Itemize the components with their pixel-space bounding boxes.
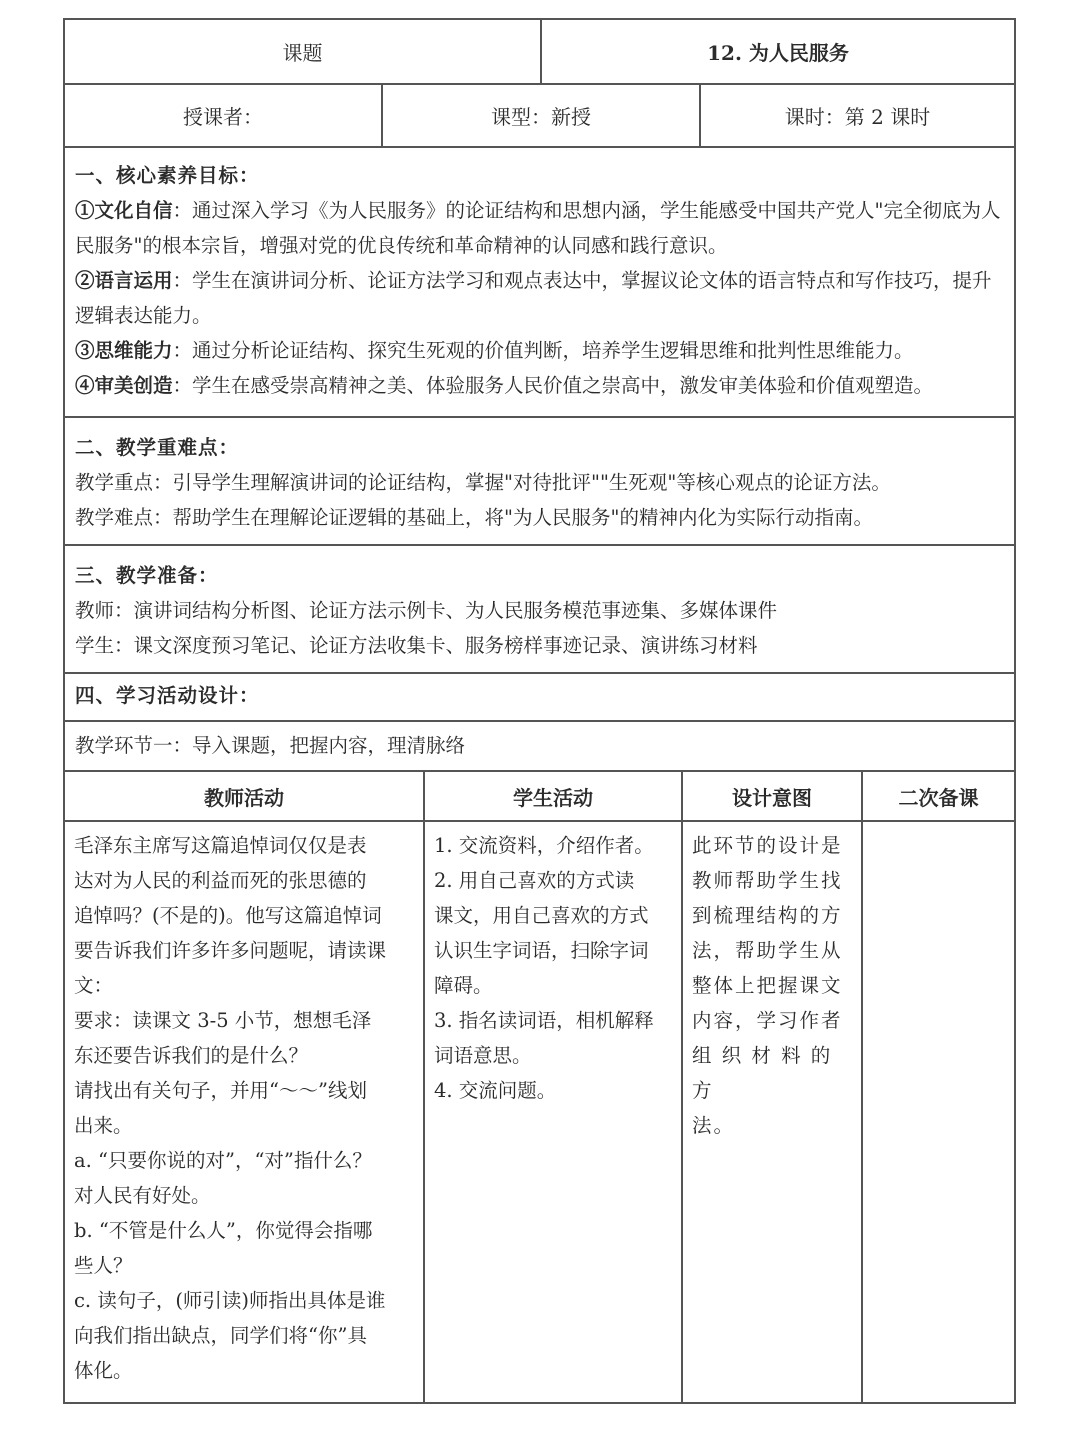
student-activity-line: 认识生字词语，扫除字词 — [434, 939, 649, 962]
student-preparation: 学生：课文深度预习笔记、论证方法收集卡、服务榜样事迹记录、演讲练习材料 — [75, 634, 758, 657]
column-header-student: 学生活动 — [425, 772, 683, 820]
student-activity-line: 2. 用自己喜欢的方式读 — [434, 869, 635, 892]
teacher-activity-line: 达对为人民的利益而死的张思德的 — [74, 869, 367, 892]
teacher-activity-line: 体化。 — [74, 1359, 133, 1382]
lesson-time: 课时：第 2 课时 — [784, 105, 931, 129]
preparation-section — [63, 544, 1016, 672]
activity-design-title: 四、学习活动设计： — [75, 684, 260, 707]
teacher-activity-line: 要告诉我们许多许多问题呢，请读课 — [74, 939, 387, 962]
key-points-section — [63, 416, 1016, 544]
core-goals-title: 一、核心素养目标： — [75, 164, 260, 187]
design-intent-line: 组 织 材 料 的 方 — [692, 1044, 833, 1102]
column-header-secondary: 二次备课 — [898, 785, 979, 810]
lesson-info-row — [63, 83, 1016, 146]
student-activity-line: 1. 交流资料，介绍作者。 — [434, 834, 654, 857]
teacher-activity-line: 对人民有好处。 — [74, 1184, 211, 1207]
key-points-title: 二、教学重难点： — [75, 436, 240, 459]
teacher-label: 授课者： — [65, 85, 383, 146]
student-activity-line: 障碍。 — [434, 974, 493, 997]
teacher-activity-cell — [65, 822, 425, 1402]
topic-row — [63, 18, 1016, 83]
topic-value: 12. 为人民服务 — [707, 41, 849, 65]
teacher-activity-line: c. 读句子，(师引读)师指出具体是谁 — [74, 1289, 386, 1312]
activity-design-title-row — [63, 672, 1016, 720]
teaching-stage-row — [63, 720, 1016, 770]
design-intent-cell — [683, 822, 863, 1402]
design-intent-line: 到梳理结构的方 — [692, 904, 843, 927]
activity-content-row — [63, 820, 1016, 1404]
difficult-point: 教学难点：帮助学生在理解论证逻辑的基础上，将"为人民服务"的精神内化为实际行动指南。 — [75, 506, 873, 529]
student-activity-line: 课文，用自己喜欢的方式 — [434, 904, 649, 927]
key-point: 教学重点：引导学生理解演讲词的论证结构，掌握"对待批评""生死观"等核心观点的论证方法。 — [75, 471, 891, 494]
design-intent-line: 教师帮助学生找 — [692, 869, 843, 892]
teacher-activity-line: 文： — [74, 974, 114, 997]
teacher-activity-line: 请找出有关句子，并用“～～”线划 — [74, 1079, 367, 1102]
core-goal-item: ②语言运用：学生在演讲词分析、论证方法学习和观点表达中，掌握议论文体的语言特点和写作技巧，提升逻辑表达能力。 — [75, 269, 992, 327]
design-intent-line: 内容，学习作者 — [692, 1009, 843, 1032]
teacher-activity-line: 向我们指出缺点，同学们将“你”具 — [74, 1324, 367, 1347]
lesson-plan-table — [63, 18, 1016, 1404]
column-header-teacher: 教师活动 — [65, 772, 425, 820]
teacher-preparation: 教师：演讲词结构分析图、论证方法示例卡、为人民服务模范事迹集、多媒体课件 — [75, 599, 778, 622]
teacher-activity-line: b. “不管是什么人”，你觉得会指哪 — [74, 1219, 373, 1242]
secondary-prep-cell — [863, 822, 1014, 1402]
core-goal-item: ①文化自信：通过深入学习《为人民服务》的论证结构和思想内涵，学生能感受中国共产党人"完全彻底为人民服务"的根本宗旨，增强对党的优良传统和革命精神的认同感和践行意识。 — [75, 199, 1001, 257]
design-intent-line: 整体上把握课文 — [692, 974, 843, 997]
teacher-activity-line: a. “只要你说的对”，“对”指什么？ — [74, 1149, 372, 1172]
column-header-design: 设计意图 — [683, 772, 863, 820]
activity-header-row — [63, 770, 1016, 820]
teacher-activity-line: 些人？ — [74, 1254, 133, 1277]
preparation-title: 三、教学准备： — [75, 564, 219, 587]
student-activity-cell — [425, 822, 683, 1402]
topic-label: 课题 — [65, 20, 542, 83]
core-goals-section — [63, 146, 1016, 416]
teacher-activity-line: 东还要告诉我们的是什么？ — [74, 1044, 309, 1067]
teacher-activity-line: 要求：读课文 3-5 小节，想想毛泽 — [74, 1009, 372, 1032]
teacher-activity-line: 毛泽东主席写这篇追悼词仅仅是表 — [74, 834, 367, 857]
lesson-type: 课型：新授 — [383, 85, 701, 146]
student-activity-line: 词语意思。 — [434, 1044, 532, 1067]
teacher-activity-line: 出来。 — [74, 1114, 133, 1137]
design-intent-line: 法，帮助学生从 — [692, 939, 843, 962]
core-goal-item: ④审美创造：学生在感受崇高精神之美、体验服务人民价值之崇高中，激发审美体验和价值观塑造。 — [75, 374, 934, 397]
design-intent-line: 法。 — [692, 1114, 736, 1137]
student-activity-line: 4. 交流问题。 — [434, 1079, 557, 1102]
design-intent-line: 此环节的设计是 — [692, 834, 843, 857]
core-goal-item: ③思维能力：通过分析论证结构、探究生死观的价值判断，培养学生逻辑思维和批判性思维能力。 — [75, 339, 914, 362]
teacher-activity-line: 追悼吗？(不是的)。他写这篇追悼词 — [74, 904, 382, 927]
teaching-stage: 教学环节一：导入课题，把握内容，理清脉络 — [75, 734, 466, 757]
student-activity-line: 3. 指名读词语，相机解释 — [434, 1009, 654, 1032]
